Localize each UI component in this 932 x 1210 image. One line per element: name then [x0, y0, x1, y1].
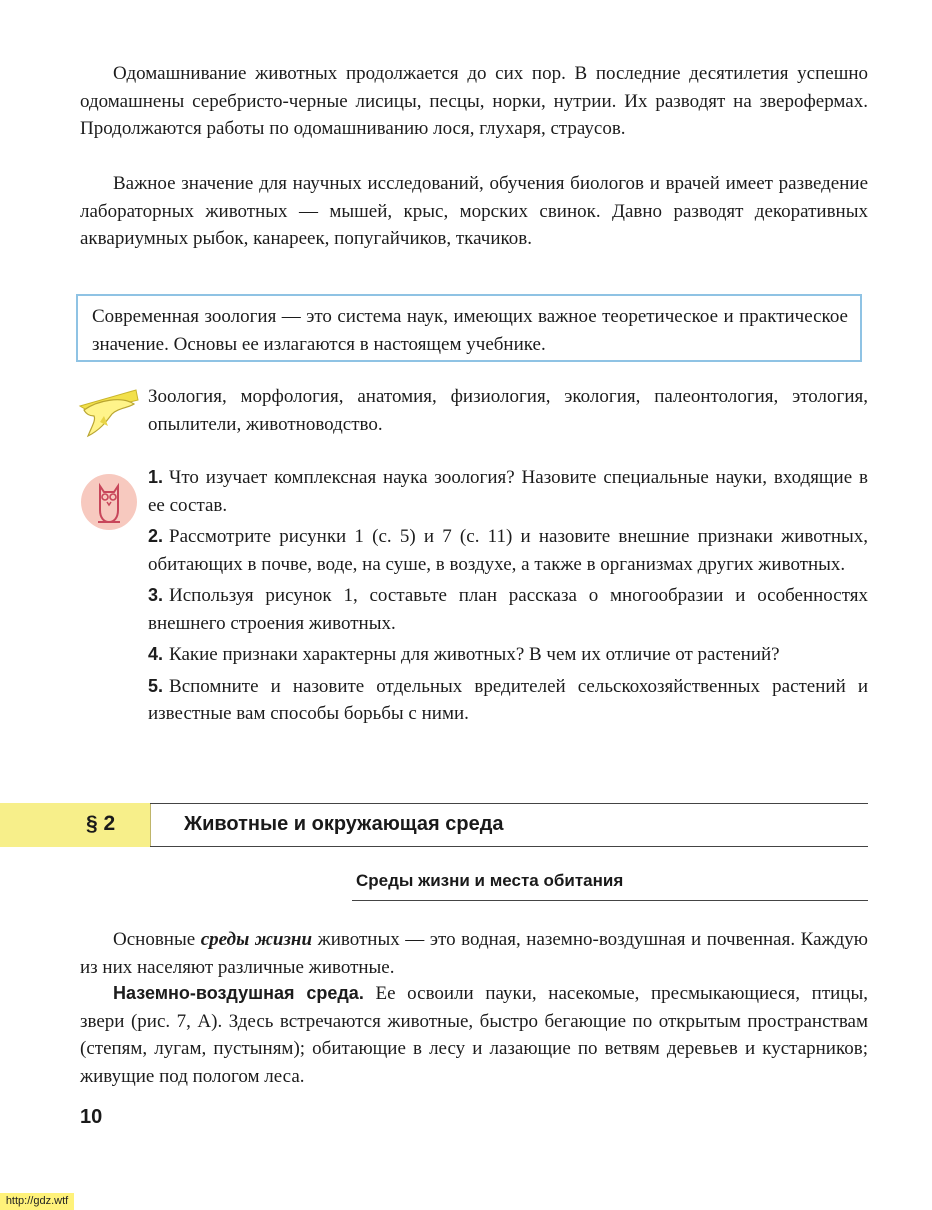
- question-item: 1. Что изучает комплексная наука зоология? Назовите специальные науки, входящие в ее состав.: [148, 467, 868, 516]
- dolphin-icon: [78, 386, 140, 447]
- review-questions: [148, 464, 868, 732]
- section-number-band: [0, 803, 151, 847]
- watermark-link[interactable]: http://gdz.wtf: [0, 1193, 74, 1210]
- subsection-heading: Среды жизни и места обитания: [356, 871, 624, 890]
- owl-icon: [80, 472, 138, 537]
- summary-callout: Современная зоология — это система наук, имеющих важное теоретическое и практическое значение. Основы ее излагаются в настоящем учебнике.: [76, 294, 862, 362]
- paragraph-lead: Наземно-воздушная среда.: [113, 983, 364, 1003]
- question-item: 2. Рассмотрите рисунки 1 (с. 5) и 7 (с. 11) и назовите внешние признаки животных, обитающих в почве, воде, на суше, в воздухе, а также в организмах других животных.: [148, 526, 868, 575]
- intro-paragraph-2: Важное значение для научных исследований, обучения биологов и врачей имеет разведение лабораторных животных — мышей, крыс, морских свинок. Давно разводят декоративных аквариумных рыбок, канареек, попугайчиков, ткачиков.: [80, 173, 868, 249]
- section-paragraph-2: Наземно-воздушная среда. Ее освоили пауки, насекомые, пресмыкающиеся, птицы, звери (рис. 7, А). Здесь встречаются животные, быстро бегающие по открытым пространствам (степям, лугам, пустыням); обитающие в лесу и лазающие по ветвям деревьев и кустарников; живущие под пологом леса.: [80, 983, 868, 1087]
- section-paragraph-1: Основные среды жизни животных — это водная, наземно-воздушная и почвенная. Каждую из них населяют различные животные.: [80, 929, 868, 978]
- page-number: 10: [80, 1106, 103, 1128]
- question-item: 4. Какие признаки характерны для животных? В чем их отличие от растений?: [148, 644, 780, 665]
- section-top-rule: [150, 803, 868, 804]
- keywords-list: Зоология, морфология, анатомия, физиология, экология, палеонтология, этология, опылители, животноводство.: [148, 386, 868, 435]
- section-title: Животные и окружающая среда: [184, 813, 504, 835]
- intro-paragraph-1: Одомашнивание животных продолжается до сих пор. В последние десятилетия успешно одомашнены серебристо-черные лисицы, песцы, норки, нутрии. Их разводят на зверофермах. Продолжаются работы по одомашниванию лося, глухаря, страусов.: [80, 63, 868, 139]
- question-item: 3. Используя рисунок 1, составьте план рассказа о многообразии и особенностях внешнего строения животных.: [148, 585, 868, 634]
- section-bottom-rule: [150, 846, 868, 847]
- question-item: 5. Вспомните и назовите отдельных вредителей сельскохозяйственных растений и известные вам способы борьбы с ними.: [148, 675, 868, 724]
- subsection-rule: [352, 900, 868, 901]
- section-number: § 2: [86, 812, 116, 835]
- key-term: среды жизни: [200, 929, 313, 950]
